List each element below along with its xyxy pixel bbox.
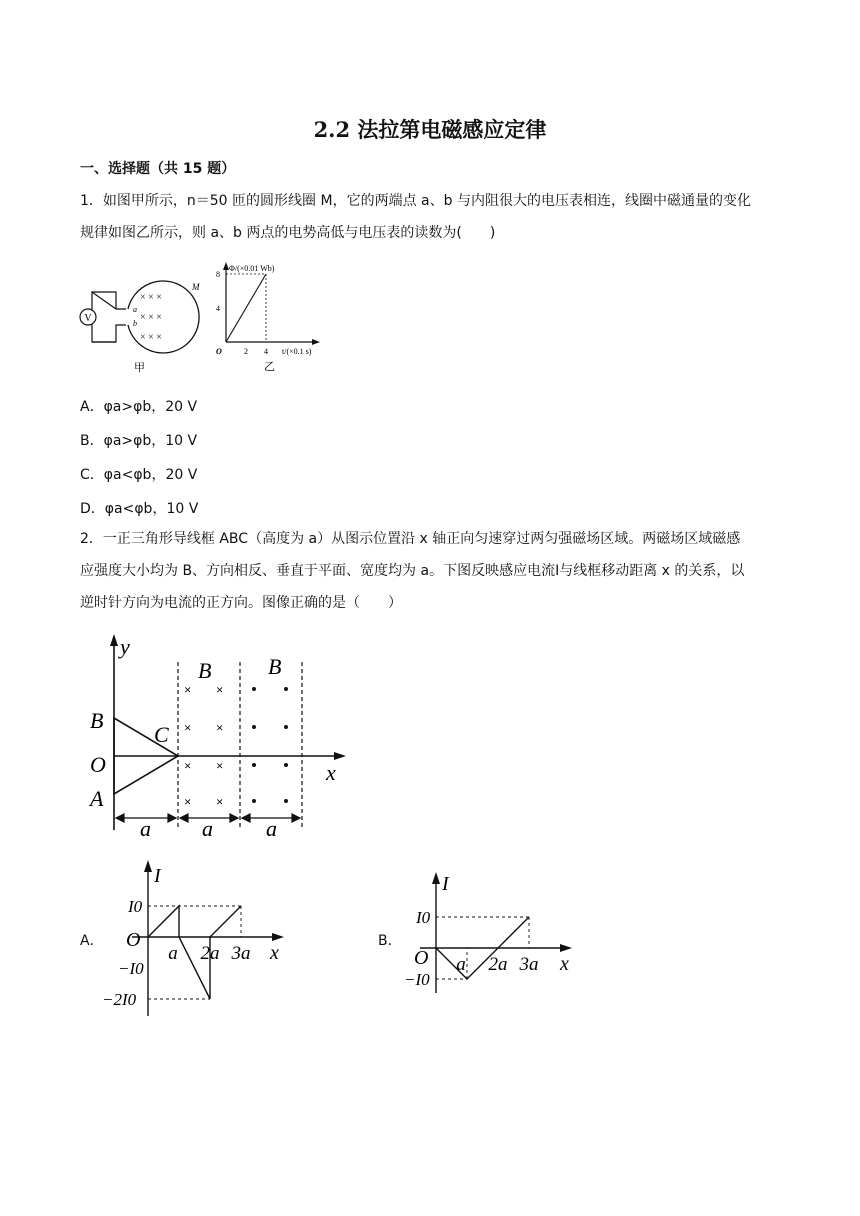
svg-text:× × ×: × × ×	[140, 312, 162, 323]
field-b-left-label: B	[198, 658, 212, 683]
yi-origin: O	[216, 347, 222, 356]
caption-jia: 甲	[134, 362, 145, 374]
q2-option-b-graph[interactable]	[398, 868, 588, 998]
optB-ytick-label: I0	[416, 908, 431, 927]
optA-ytick-label: I0	[128, 897, 143, 916]
optB-y-label: I	[442, 873, 449, 895]
svg-text:×: ×	[216, 758, 224, 773]
q1-line1: 1．如图甲所示，n＝50 匝的圆形线圈 M，它的两端点 a、b 与内阻很大的电压表相连，线圈中磁通量的变化	[80, 193, 751, 209]
point-b-label: b	[133, 319, 137, 328]
q2-line2: 应强度大小均为 B、方向相反、垂直于平面、宽度均为 a。下图反映感应电流I与线框移动距离 x 的关系，以	[80, 563, 745, 579]
page-title: 2.2 法拉第电磁感应定律	[313, 117, 547, 142]
optA-y-label: I	[154, 865, 161, 887]
optA-ytick-label: −2I0	[102, 990, 137, 1009]
q1-option-a[interactable]: A．φa>φb，20 V	[80, 399, 198, 415]
optA-origin: O	[126, 929, 141, 951]
yi-ytick-label: 8	[216, 270, 220, 279]
optB-ytick-label: −I0	[404, 970, 430, 989]
svg-text:× × ×: × × ×	[140, 332, 162, 343]
q1-figure-yi	[212, 258, 332, 374]
yi-ytick-label: 4	[216, 304, 220, 313]
q1-option-c[interactable]: C．φa<φb，20 V	[80, 467, 198, 483]
yi-xlabel: t/(×0.1 s)	[282, 347, 312, 356]
q2-option-b-label[interactable]: B．	[378, 933, 402, 949]
q2-x-label: x	[326, 760, 336, 785]
optB-x-label: x	[560, 953, 569, 975]
field-dots-region2	[252, 687, 288, 803]
q2-option-a-label[interactable]: A．	[80, 933, 104, 949]
vertex-a-label: A	[90, 786, 104, 811]
coil-m-label: M	[192, 282, 200, 292]
q2-main-figure	[84, 632, 354, 842]
optA-x-label: x	[270, 942, 279, 964]
origin-label: O	[90, 752, 106, 777]
svg-text:× × ×: × × ×	[140, 292, 162, 303]
section-heading: 一、选择题（共 15 题）	[80, 161, 236, 177]
svg-text:×: ×	[216, 682, 224, 697]
optA-xtick-label: 2a	[200, 943, 220, 964]
optA-xtick-label: a	[168, 943, 178, 964]
q1-option-d[interactable]: D．φa<φb，10 V	[80, 501, 199, 517]
caption-yi: 乙	[264, 361, 275, 373]
svg-text:×: ×	[216, 720, 224, 735]
field-b-right-label: B	[268, 654, 282, 679]
q2-option-a-graph[interactable]	[98, 858, 298, 1018]
q1-figure-jia	[78, 274, 218, 374]
width-a-label-2: a	[202, 816, 213, 841]
q1-line2: 规律如图乙所示，则 a、b 两点的电势高低与电压表的读数为( )	[80, 225, 496, 241]
width-a-label-3: a	[266, 816, 277, 841]
optA-ytick-label: −I0	[118, 959, 144, 978]
coil-circle	[128, 281, 199, 353]
yi-xtick-label: 4	[264, 347, 268, 356]
svg-text:×: ×	[184, 758, 192, 773]
q2-line1: 2．一正三角形导线框 ABC（高度为 a）从图示位置沿 x 轴正向匀速穿过两匀强磁场区域。两磁场区域磁感	[80, 531, 741, 547]
svg-text:×: ×	[216, 794, 224, 809]
q1-option-b[interactable]: B．φa>φb，10 V	[80, 433, 198, 449]
voltmeter-label: V	[84, 313, 92, 324]
optB-xtick-label: a	[456, 954, 466, 975]
point-a-label: a	[133, 305, 137, 314]
width-a-label-1: a	[140, 816, 151, 841]
optB-xtick-label: 3a	[519, 954, 539, 975]
q2-y-label: y	[120, 634, 130, 659]
q2-line3: 逆时针方向为电流的正方向。图像正确的是（ ）	[80, 595, 402, 611]
yi-ylabel: Φ/(×0.01 Wb)	[229, 264, 275, 273]
yi-xtick-label: 2	[244, 347, 248, 356]
svg-text:×: ×	[184, 794, 192, 809]
svg-text:×: ×	[184, 720, 192, 735]
optA-current-curve	[148, 906, 241, 999]
vertex-c-label: C	[154, 722, 169, 747]
yi-flux-line	[226, 274, 266, 342]
vertex-b-label: B	[90, 708, 104, 733]
field-crosses	[140, 292, 162, 343]
field-crosses-region1	[184, 682, 223, 809]
optB-xtick-label: 2a	[488, 954, 508, 975]
svg-text:×: ×	[184, 682, 192, 697]
optB-origin: O	[414, 947, 429, 969]
optA-xtick-label: 3a	[231, 943, 251, 964]
